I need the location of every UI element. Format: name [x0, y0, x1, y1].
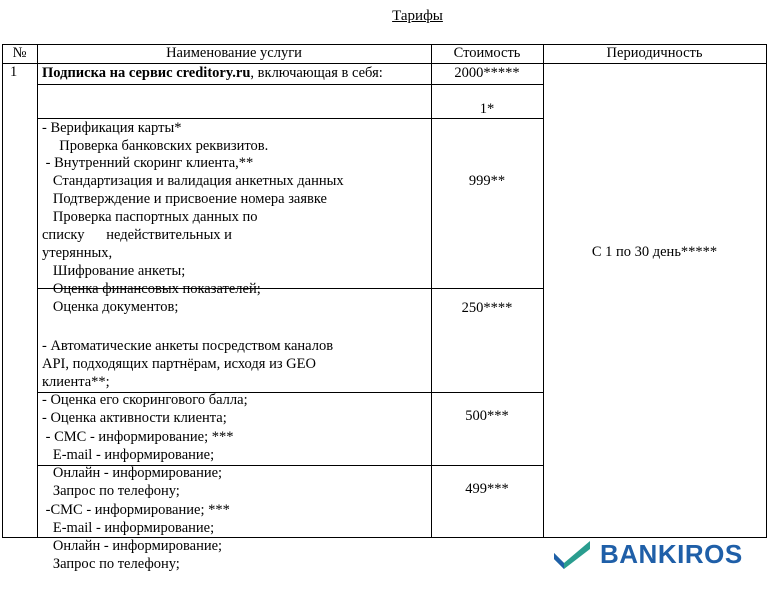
sms2-line: Онлайн - информирование;: [42, 538, 223, 554]
scoring-price: 999**: [468, 173, 506, 189]
header-num: №: [12, 45, 27, 61]
sms1-line: - СМС - информирование; ***: [42, 429, 234, 445]
scoring-line: Стандартизация и валидация анкетных данных: [42, 173, 344, 189]
scoring-line: Шифрование анкеты;: [42, 263, 186, 279]
scoring-line: - Внутренний скоринг клиента,**: [42, 155, 254, 171]
auto-line: - Оценка активности клиента;: [42, 410, 227, 426]
auto-line: API, подходящих партнёрам, исходя из GEO: [42, 356, 316, 372]
sms2-price: 499***: [465, 481, 509, 497]
subscription-name-rest: , включающая в себя:: [250, 65, 383, 81]
page-title: Тарифы: [392, 8, 443, 24]
auto-line: - Автоматические анкеты посредством каналов: [42, 338, 334, 354]
sms1-line: Запрос по телефону;: [42, 483, 180, 499]
header-cost: Стоимость: [453, 45, 521, 61]
sms2-description: [42, 465, 230, 609]
scoring-line: Проверка паспортных данных по: [42, 209, 258, 225]
scoring-line: утерянных,: [42, 245, 113, 261]
sms1-price: 500***: [465, 408, 509, 424]
check-icon: [552, 539, 592, 569]
logo-text: BANKIROS: [600, 538, 743, 569]
verification-line: Проверка банковских реквизитов.: [52, 138, 269, 154]
sms2-line: E-mail - информирование;: [42, 520, 215, 536]
subscription-name-bold: Подписка на сервис creditory.ru: [42, 65, 251, 81]
subscription-price: 2000*****: [454, 65, 520, 81]
verification-price: 1*: [479, 101, 495, 117]
auto-line: клиента**;: [42, 374, 110, 390]
scoring-line: Подтверждение и присвоение номера заявке: [42, 191, 327, 207]
subscription-name: [42, 64, 383, 82]
row-number: 1: [10, 64, 18, 80]
header-name: Наименование услуги: [166, 45, 302, 61]
verification-line: - Верификация карты*: [42, 120, 182, 136]
sms1-line: Онлайн - информирование;: [42, 465, 223, 481]
scoring-line: Оценка документов;: [42, 299, 179, 315]
auto-price: 250****: [461, 300, 513, 316]
sms2-line: Запрос по телефону;: [42, 556, 180, 572]
auto-line: - Оценка его скорингового балла;: [42, 392, 248, 408]
sms2-line: -СМС - информирование; ***: [42, 502, 230, 518]
scoring-line: Оценка финансовых показателей;: [42, 281, 261, 297]
scoring-line: списку недействительных и: [42, 227, 232, 243]
sms1-line: E-mail - информирование;: [42, 447, 215, 463]
period-value: С 1 по 30 день*****: [591, 244, 718, 260]
bankiros-logo: [552, 537, 743, 571]
header-period: Периодичность: [606, 45, 703, 61]
